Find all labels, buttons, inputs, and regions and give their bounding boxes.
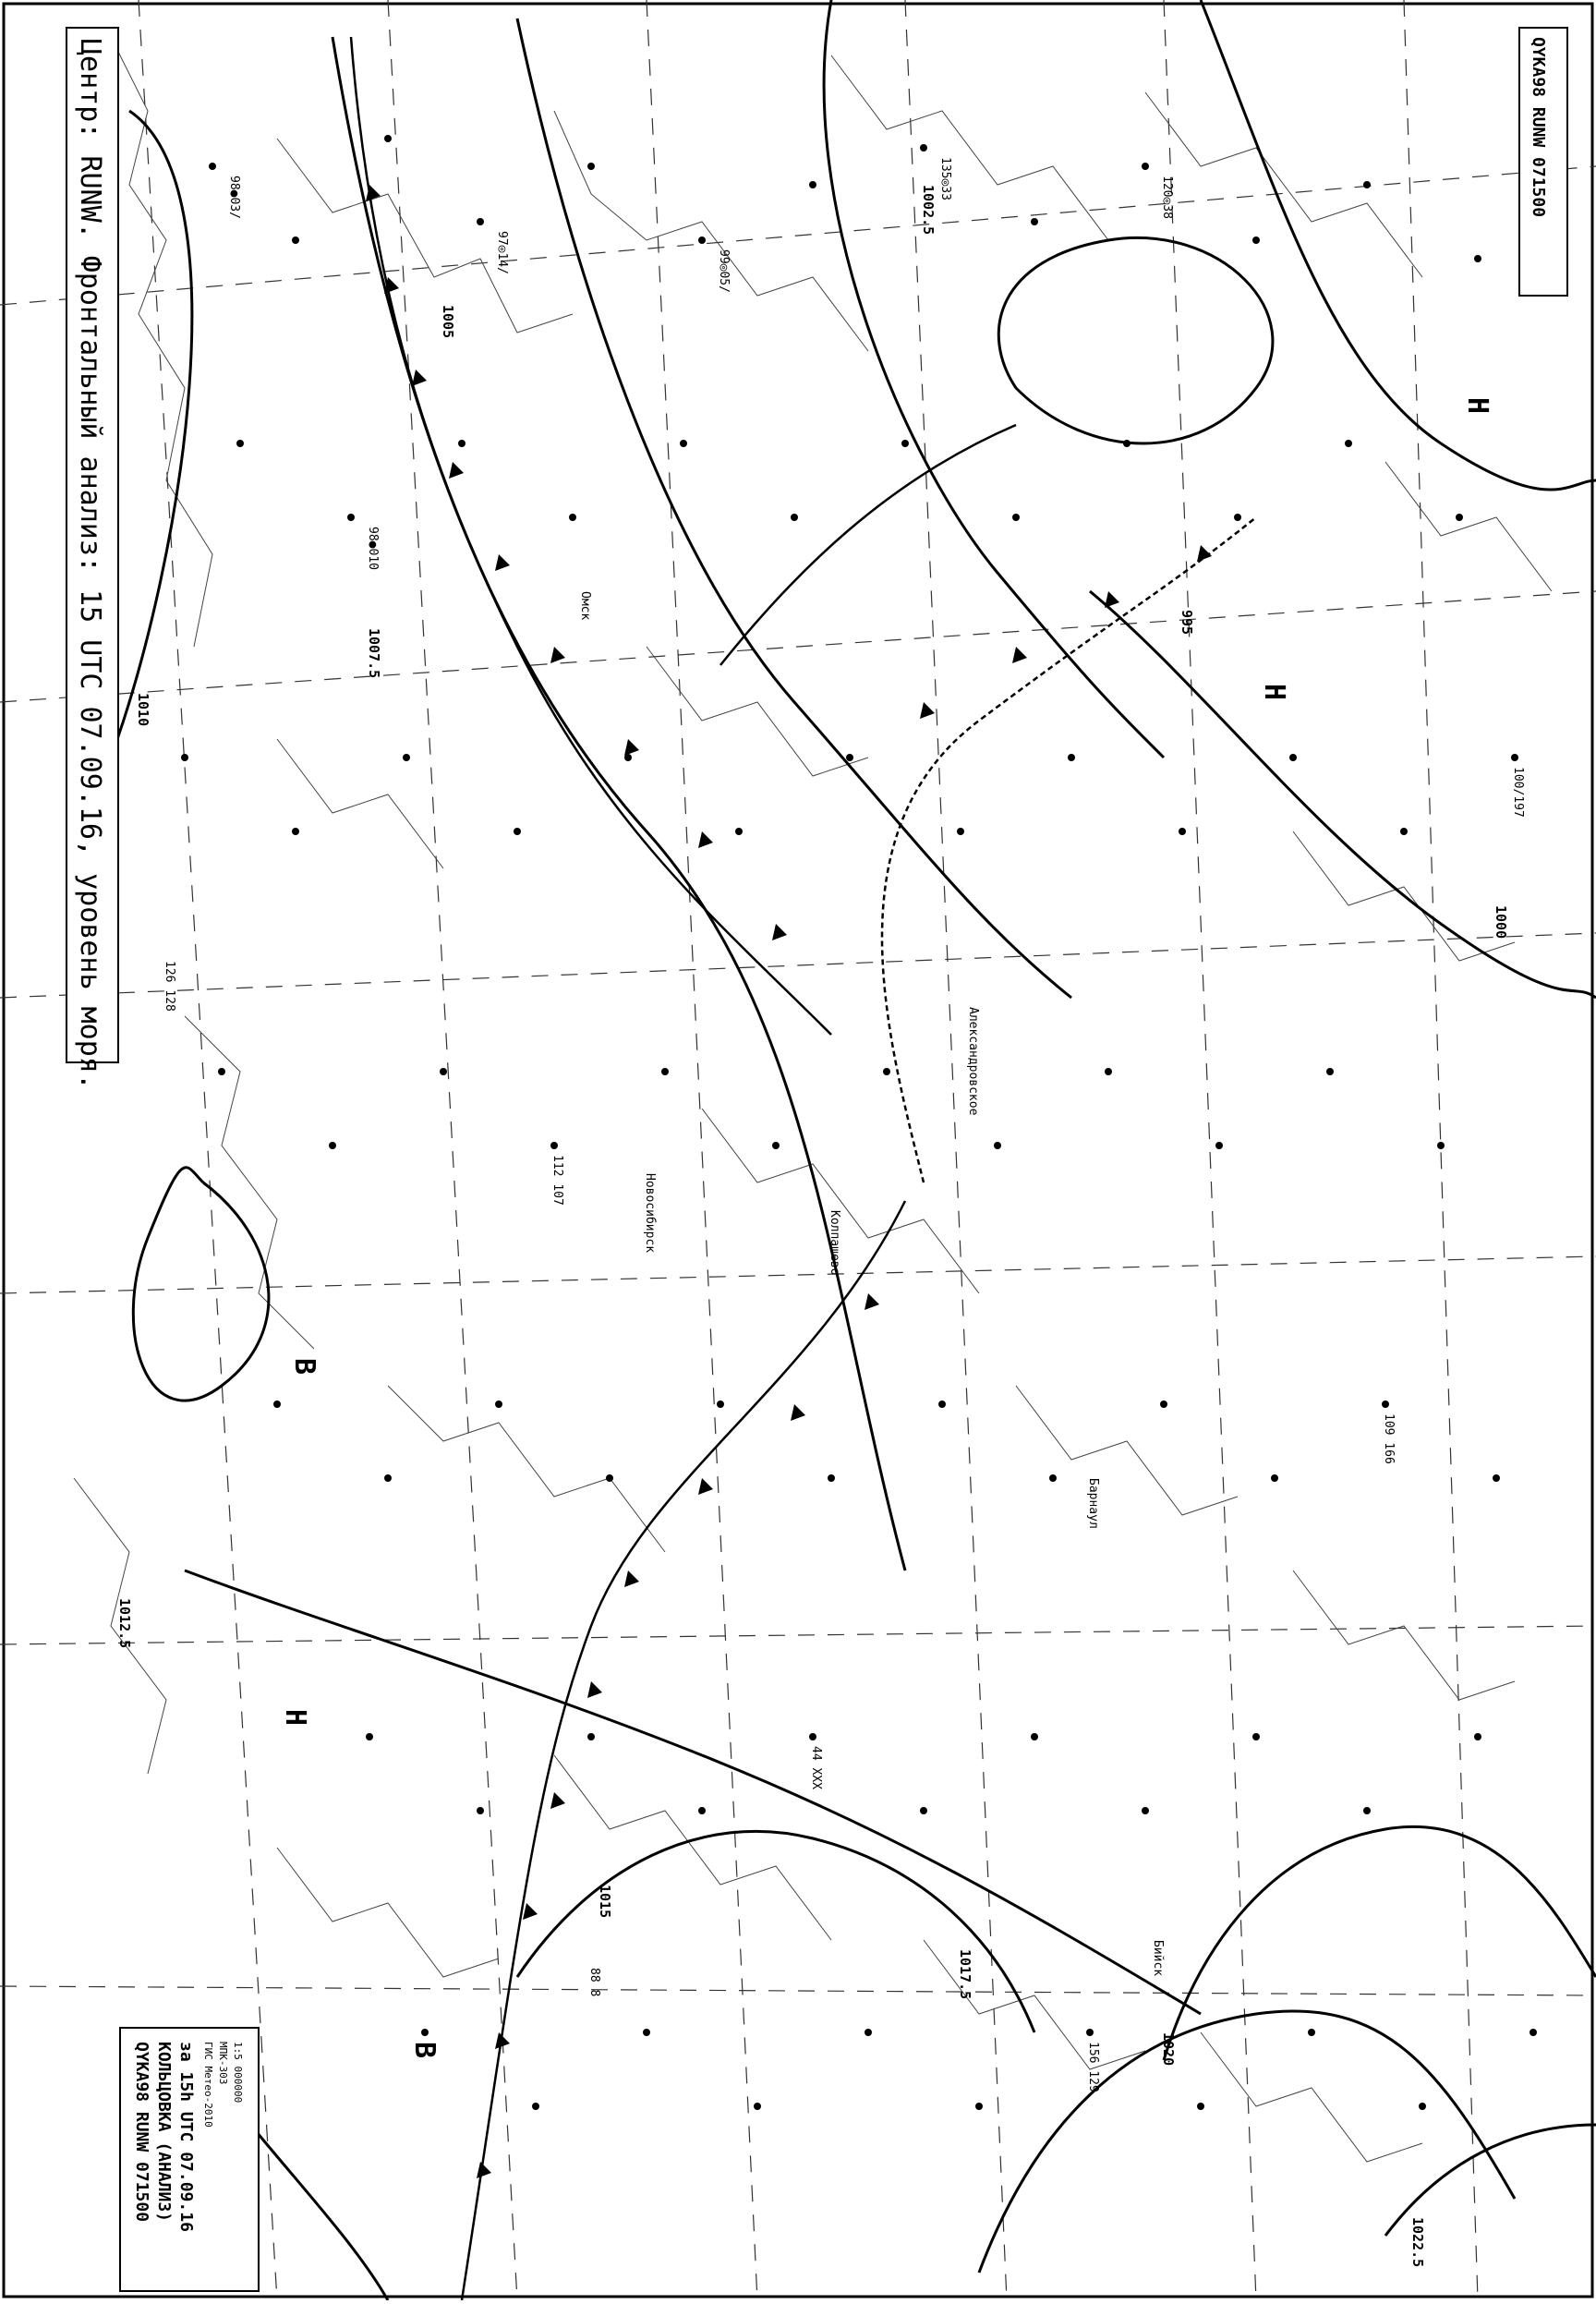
station-label: 97◎14/ <box>495 231 509 274</box>
place-name: Омск <box>578 591 592 621</box>
station-label: 100/197 <box>1511 767 1525 818</box>
place-name: Колпашево <box>828 1210 841 1276</box>
station-label: 99◎05/ <box>717 249 731 293</box>
isobar-label: 1002.5 <box>920 185 937 236</box>
station-label: 112 107 <box>550 1155 564 1206</box>
place-name: Новосибирск <box>643 1173 657 1254</box>
legend-line5: 1:5 000000 <box>232 2042 244 2104</box>
legend-code: QYKA98 RUNW 071500 <box>132 2042 151 2223</box>
low-center-h: H <box>1461 397 1493 415</box>
isobar-label: 1020 <box>1160 2032 1177 2067</box>
main-title: Центр: RUNW. Фронтальный анализ: 15 UTC 07.09.16, уровень моря. <box>74 39 106 1090</box>
legend-line1: КОЛЬЦОВКА (АНАЛИЗ) <box>154 2042 174 2223</box>
title-box <box>66 28 118 1090</box>
legend-line2: за 15h UTC 07.09.16 <box>176 2042 196 2232</box>
place-name: Александровское <box>966 1007 980 1116</box>
station-label: 88 8 <box>587 1968 601 1997</box>
station-label: 98●010 <box>366 527 380 570</box>
header-code-text: QYKA98 RUNW 071500 <box>1529 37 1548 218</box>
isobar-label: 995 <box>1179 610 1195 636</box>
low-center-h: H <box>279 1709 311 1727</box>
header-code-box <box>1519 28 1567 296</box>
legend-line4: МПК-303 <box>217 2042 229 2085</box>
high-center-b: B <box>288 1358 320 1376</box>
isobar-label: 1015 <box>597 1885 613 1919</box>
legend-line3: ГИС Метео-2010 <box>202 2042 214 2128</box>
isobar-label: 1000 <box>1493 905 1509 940</box>
isobar-label: 1022.5 <box>1409 2217 1426 2268</box>
place-name: Бийск <box>1151 1940 1165 1977</box>
isobar-label: 1017.5 <box>957 1949 973 2000</box>
high-center-b: B <box>408 2042 441 2059</box>
station-label: 120◎38 <box>1160 176 1174 219</box>
station-label: 98●03/ <box>227 176 241 219</box>
legend-box <box>120 2028 259 2291</box>
isobar-label: 1010 <box>135 693 151 727</box>
station-label: 135◎33 <box>938 157 952 200</box>
isobar-label: 1012.5 <box>116 1598 133 1649</box>
station-label: 109 166 <box>1382 1413 1396 1464</box>
station-label: 44 XXX <box>809 1746 823 1789</box>
station-label: 156 129 <box>1086 2042 1100 2092</box>
station-label: 126 128 <box>163 961 176 1012</box>
low-center-h: H <box>1258 684 1290 701</box>
isobar-label: 1005 <box>440 305 456 339</box>
place-name: Барнаул <box>1086 1478 1100 1529</box>
isobar-label: 1007.5 <box>366 628 382 679</box>
